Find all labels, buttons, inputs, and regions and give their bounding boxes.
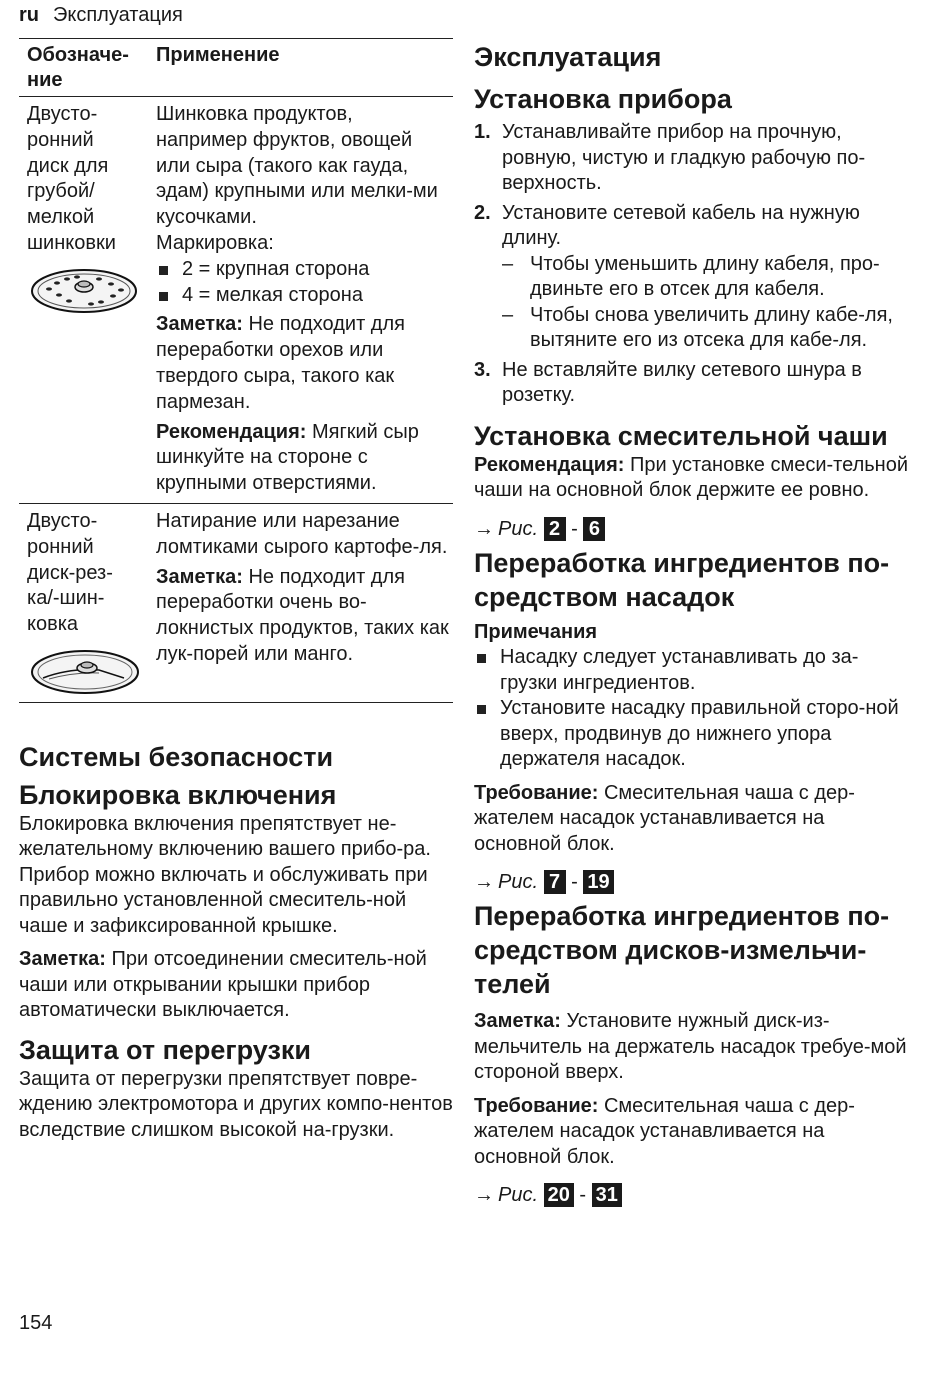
recommendation-label: Рекомендация: xyxy=(156,420,307,443)
requirement-text: Смесительная чаша с дер-жателем насадок устанавливается на основной блок. xyxy=(474,1094,855,1168)
row2-designation xyxy=(19,509,149,696)
row1-description: Шинковка продуктов, например фруктов, овощей или сыра (такого как гауда, эдам) крупными или мелки-ми кусочками. xyxy=(156,103,438,229)
recommendation-text: Мягкий сыр шинкуйте на стороне с крупными отверстиями. xyxy=(156,420,419,495)
list-item: – Чтобы уменьшить длину кабеля, про-двиньте его в отсек для кабеля. xyxy=(502,252,914,303)
figure-badge: 31 xyxy=(592,1183,622,1207)
note-label: Заметка: xyxy=(156,313,243,336)
figure-reference: → Рис. 7 - 19 xyxy=(474,869,914,895)
list-item: Установите насадку правильной сторо-ной вверх, продвинув до нижнего упора держателя насадок. xyxy=(474,696,914,773)
figure-badge: 6 xyxy=(583,517,605,541)
note-text: Не подходит для переработки очень во-локнистых продуктов, таких как лук-порей или манго. xyxy=(156,565,449,665)
requirement-text: Смесительная чаша с дер-жателем насадок устанавливается на основной блок. xyxy=(474,781,855,855)
note-label: Заметка: xyxy=(474,1010,561,1032)
row1-name: Двусто-ронний диск для грубой/мелкой шинковки xyxy=(27,103,116,254)
figure-badge: 20 xyxy=(544,1183,574,1207)
row2-note xyxy=(156,565,449,668)
bowl-recommendation xyxy=(474,453,914,504)
row1-application xyxy=(149,102,453,497)
list-item: Насадку следует устанавливать до за-грузки ингредиентов. xyxy=(474,645,914,696)
figure-reference: → Рис. 20 - 31 xyxy=(474,1182,914,1208)
requirement-label: Требование: xyxy=(474,1094,599,1117)
header-section: Эксплуатация xyxy=(53,4,183,26)
lock-note xyxy=(19,947,453,1024)
notes-title: Примечания xyxy=(474,620,598,643)
row1-note xyxy=(156,312,449,415)
shredding-disc-icon xyxy=(29,267,139,315)
heading-install-bowl: Установка смесительной чаши xyxy=(474,420,888,451)
heading-install-device: Установка прибора xyxy=(474,84,732,114)
heading-operation: Эксплуатация xyxy=(474,42,662,72)
row1-marking-list xyxy=(156,257,449,309)
lock-paragraph-1: Блокировка включения препятствует не-желательному включению вашего прибо-ра. xyxy=(19,812,431,861)
heading-switch-lock: Блокировка включения xyxy=(19,779,337,810)
row2-description: Натирание или нарезание ломтиками сырого картофе-ля. xyxy=(156,509,448,558)
recommendation-label: Рекомендация: xyxy=(474,453,625,476)
figure-badge: 19 xyxy=(583,870,613,894)
table-header-application: Применение xyxy=(156,44,280,66)
list-item: 1. Устанавливайте прибор на прочную, ровную, чистую и гладкую рабочую по-верхность. xyxy=(474,121,866,194)
table-header-designation: Обозначе-ние xyxy=(27,44,129,91)
requirement-label: Требование: xyxy=(474,781,599,804)
right-column xyxy=(474,40,914,1208)
cable-substeps xyxy=(502,252,914,354)
figure-badge: 7 xyxy=(544,870,566,894)
attachment-notes xyxy=(474,645,914,773)
note-label: Заметка: xyxy=(156,565,243,588)
row2-application xyxy=(149,509,453,696)
language-code: ru xyxy=(19,4,39,26)
heading-attachments: Переработка ингредиентов по-средством насадок xyxy=(474,547,890,612)
list-item: 2. Установите сетевой кабель на нужную длину. – Чтобы уменьшить длину кабеля, про-двиньте его в отсек для кабеля. – Чтобы снова увеличить длину кабе-ля, вытяните его из отсека для кабе-ля. xyxy=(474,201,914,354)
row1-designation xyxy=(19,102,149,497)
heading-discs: Переработка ингредиентов по-средством дисков-измельчи-телей xyxy=(474,901,890,999)
requirement xyxy=(474,1094,914,1171)
table-header-row xyxy=(19,39,453,97)
lock-paragraph-2: Прибор можно включать и обслуживать при правильно установленной смеситель-ной чаше и зафиксированной крышке. xyxy=(19,863,428,937)
heading-overload-protection: Защита от перегрузки xyxy=(19,1034,312,1065)
note-label: Заметка: xyxy=(19,948,106,971)
slicing-disc-icon xyxy=(29,648,141,696)
table-row xyxy=(19,97,453,504)
row2-name: Двусто-ронний диск-рез-ка/-шин-ковка xyxy=(27,509,113,636)
left-column xyxy=(19,38,453,1143)
list-item: 2 = крупная сторона xyxy=(156,257,449,283)
list-item: – Чтобы снова увеличить длину кабе-ля, вытяните его из отсека для кабе-ля. xyxy=(502,303,914,354)
note-text: Установите нужный диск-из-мельчитель на держатель насадок требуе-мой стороной вверх. xyxy=(474,1010,907,1083)
overload-paragraph: Защита от перегрузки препятствует повре-ждению электромотора и других компо-нентов вследствие слишком высокой на-грузки. xyxy=(19,1067,453,1141)
row1-marking-label: Маркировка: xyxy=(156,231,274,254)
page-number: 154 xyxy=(19,1312,53,1334)
install-steps xyxy=(474,120,914,409)
row1-recommendation xyxy=(156,420,449,497)
list-item: 3. Не вставляйте вилку сетевого шнура в розетку. xyxy=(474,358,862,406)
figure-badge: 2 xyxy=(544,517,566,541)
note-text: При отсоединении смеситель-ной чаши или открывании крышки прибор автоматически выключается. xyxy=(19,948,427,1022)
discs-note xyxy=(474,1009,914,1086)
table-row xyxy=(19,504,453,703)
note-text: Не подходит для переработки орехов или твердого сыра, такого как пармезан. xyxy=(156,313,405,413)
list-item: 4 = мелкая сторона xyxy=(156,283,449,309)
page-header xyxy=(19,2,183,28)
attachment-table xyxy=(19,38,453,703)
figure-reference: → Рис. 2 - 6 xyxy=(474,516,914,542)
requirement xyxy=(474,781,914,858)
recommendation-text: При установке смеси-тельной чаши на основной блок держите ее ровно. xyxy=(474,453,908,501)
heading-safety-systems: Системы безопасности xyxy=(19,741,334,772)
